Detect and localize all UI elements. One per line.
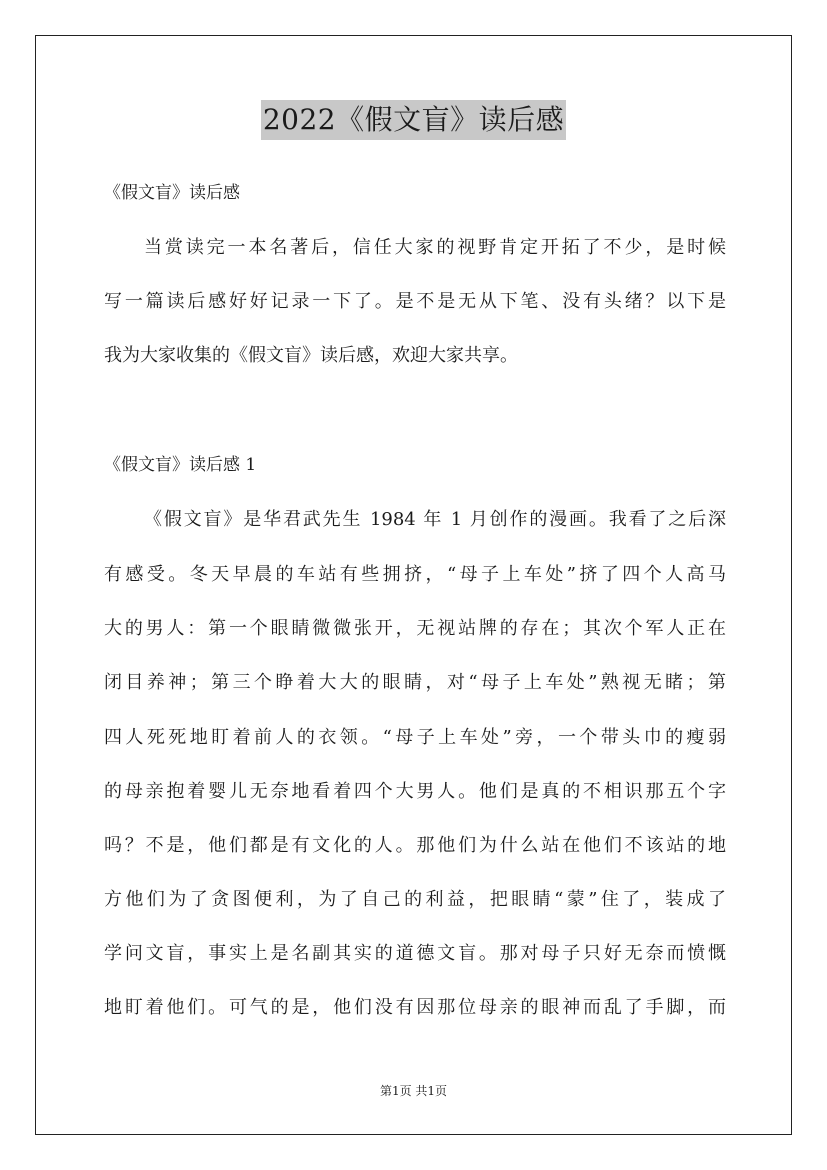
intro-line: 我为大家收集的《假文盲》读后感，欢迎大家共享。 bbox=[104, 345, 518, 366]
body-line: 学问文盲，事实上是名副其实的道德文盲。那对母子只好无奈而愤慨 bbox=[104, 943, 726, 964]
body-line: 有感受。冬天早晨的车站有些拥挤，“母子上车处”挤了四个人高马 bbox=[104, 564, 726, 585]
intro-heading: 《假文盲》读后感 bbox=[104, 183, 240, 203]
document-title: 2022《假文盲》读后感 bbox=[261, 100, 566, 140]
body-line: 地盯着他们。可气的是，他们没有因那位母亲的眼神而乱了手脚，而 bbox=[104, 997, 726, 1018]
body-line: 方他们为了贪图便利，为了自己的利益，把眼睛“蒙”住了，装成了 bbox=[104, 889, 726, 910]
body-line: 《假文盲》是华君武先生 1984 年 1 月创作的漫画。我看了之后深 bbox=[144, 509, 726, 530]
page-footer: 第1页 共1页 bbox=[379, 1084, 448, 1098]
body-line: 的母亲抱着婴儿无奈地看着四个大男人。他们是真的不相识那五个字 bbox=[104, 781, 726, 802]
intro-line: 写一篇读后感好好记录一下了。是不是无从下笔、没有头绪？以下是 bbox=[104, 291, 726, 312]
body-line: 四人死死地盯着前人的衣领。“母子上车处”旁，一个带头巾的瘦弱 bbox=[104, 727, 726, 748]
section1-heading: 《假文盲》读后感 1 bbox=[104, 455, 257, 475]
intro-line: 当赏读完一本名著后，信任大家的视野肯定开拓了不少，是时候 bbox=[144, 237, 726, 258]
body-line: 大的男人：第一个眼睛微微张开，无视站牌的存在；其次个军人正在 bbox=[104, 618, 726, 639]
body-line: 吗？不是，他们都是有文化的人。那他们为什么站在他们不该站的地 bbox=[104, 835, 726, 856]
title-wrap bbox=[0, 100, 827, 140]
body-line: 闭目养神；第三个睁着大大的眼睛，对“母子上车处”熟视无睹；第 bbox=[104, 672, 726, 693]
